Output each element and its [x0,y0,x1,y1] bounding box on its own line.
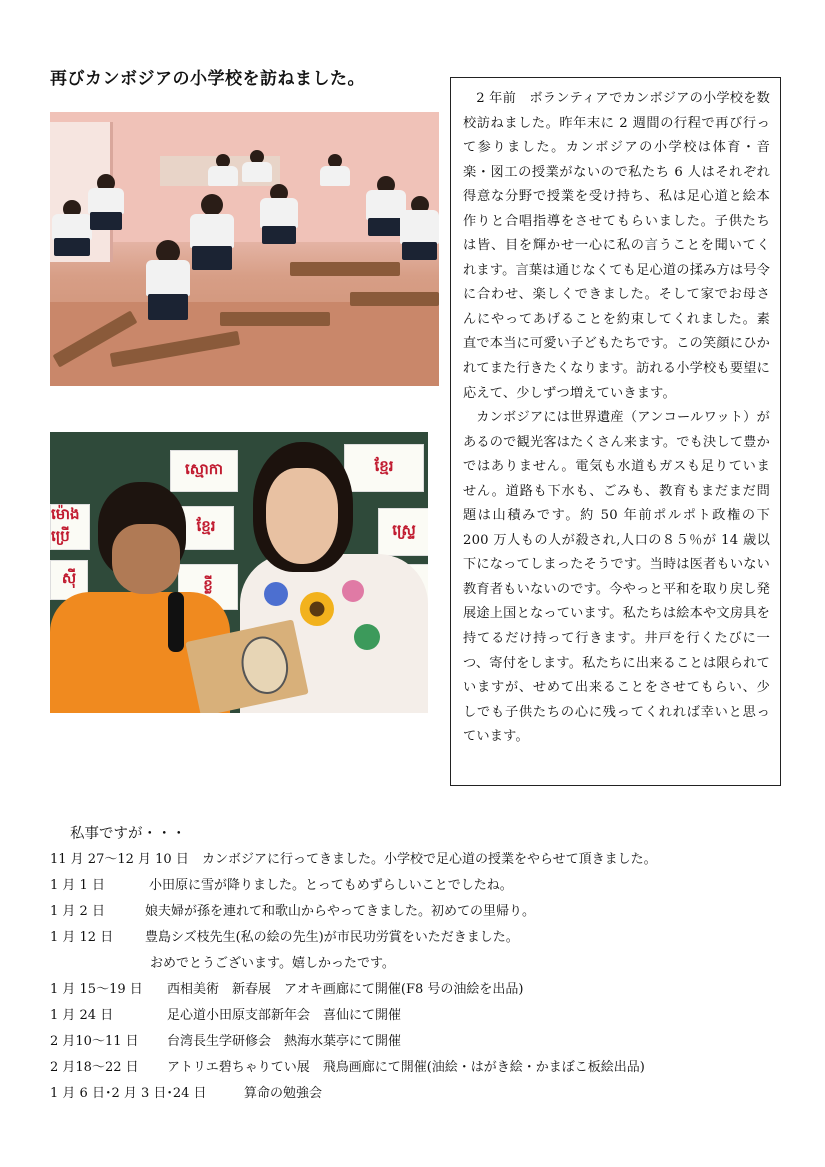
flower-icon [264,582,288,606]
entry-date: 1 月 2 日 [50,904,105,919]
entry-text: アトリエ碧ちゃりてい展 飛鳥画廊にて開催(油絵・はがき絵・かまぼこ板絵出品) [167,1060,645,1075]
photo-student [190,194,234,272]
article-box [450,77,781,786]
article-paragraph: 2 年前 ボランティアでカンボジアの小学校を数校訪ねました。昨年末に 2 週間の行程で再び行って参りました。カンボジアの小学校は体育・音楽・図工の授業がないので私たち 6 人はそれぞれ得意な分野で授業を受け持ち、私は足心道と絵本作りと合唱指導をさせてもらいました。子供たちは皆、目を輝かせ一心に私の言うことを聞いてくれます。言葉は通じなくても足心道の揉み方は号令に合わせ、楽しくできました。そして家でお母さんにやってあげることを約束してくれました。素直で本当に可愛い子どもたちです。この笑顔にひかれてまた行きたくなります。訪れる小学校も要望に応えて、少しずつ増えていきます。 [463,91,770,401]
flower-icon [354,624,380,650]
khmer-card: ស្មោកា [170,450,238,492]
entry-date: 1 月 1 日 [50,878,105,893]
entry-text: 西相美術 新春展 アオキ画廊にて開催(F8 号の油絵を出品) [167,982,524,997]
entry-text: カンボジアに行ってきました。小学校で足心道の授業をやらせて頂きました。 [202,852,657,867]
entry-text: 台湾長生学研修会 熱海水葉亭にて開催 [167,1034,402,1049]
photo-boy-face [112,524,180,594]
schedule-entry [50,1032,790,1058]
photo-student [260,184,298,254]
khmer-card: ខ្លី [178,564,238,610]
page-title: 再びカンボジアの小学校を訪ねました。 [50,69,365,89]
private-heading: 私事ですが・・・ [70,826,186,842]
entry-date: 1 月 6 日･2 月 3 日･24 日 [50,1086,207,1101]
khmer-card: ម៉ោងប្រើ [50,504,90,550]
article-paragraph: カンボジアには世界遺産（アンコールワット）があるので観光客はたくさん来ます。でも決して豊かではありません。電気も水道もガスも足りていません。道路も下水も、ごみも、教育もまだまだ問題は山積みです。約 50 年前ポルポト政権の下 200 万人もの人が殺され,人口の８５％が 14 歳以下になってしまったそうです。当時は医者もいない教育者もいないのです。今やっと平和を取り戻し発展途上国となっています。私たちは絵本や文房具を持てるだけ持って行きます。井戸を行くたびに一つ、寄付をします。私たちに出来ることは限られていますが、せめて出来ることをさせてもらい、少しでも子供たちの心に残ってくれれば幸いと思っています。 [463,410,770,745]
khmer-card: ខ្មែរ [344,444,424,492]
microphone-icon [168,592,184,652]
schedule-list [50,850,790,1110]
entry-text: 娘夫婦が孫を連れて和歌山からやってきました。初めての里帰り。 [145,904,536,919]
entry-text: 豊島シズ枝先生(私の絵の先生)が市民功労賞をいただきました。 [145,930,519,945]
schedule-entry [50,980,790,1006]
schedule-entry [50,1006,790,1032]
entry-text: 足心道小田原支部新年会 喜仙にて開催 [167,1008,402,1023]
schedule-entry [50,850,790,876]
photo-woman-face [266,468,338,564]
entry-date: 1 月 24 日 [50,1008,114,1023]
photo-student [52,200,92,260]
photo-desk [350,292,439,306]
photo-student [242,150,272,196]
photo-desk [290,262,400,276]
teacher-photo [50,432,428,713]
flower-icon [342,580,364,602]
entry-text: 算命の勉強会 [244,1086,323,1101]
entry-date: 2 月10～11 日 [50,1034,139,1049]
khmer-card: ស៊ី [50,560,88,600]
entry-date: 1 月 15～19 日 [50,982,143,997]
classroom-photo [50,112,439,386]
schedule-entry [50,954,790,980]
schedule-entry [50,1058,790,1084]
photo-student [400,196,439,276]
entry-date: 2 月18～22 日 [50,1060,139,1075]
entry-date: 11 月 27～12 月 10 日 [50,852,189,867]
entry-date: 1 月 12 日 [50,930,114,945]
khmer-card: ខ្មែរ [178,506,234,550]
photo-student [208,154,238,200]
schedule-entry [50,902,790,928]
schedule-entry [50,1084,790,1110]
photo-student [146,240,190,322]
photo-desk [220,312,330,326]
photo-student [320,154,350,200]
schedule-entry [50,928,790,954]
entry-text: おめでとうございます。嬉しかったです。 [150,956,395,971]
khmer-card: ស្ទ្រេ [378,508,428,556]
photo-student [88,174,124,232]
sunflower-icon [300,592,334,626]
schedule-entry [50,876,790,902]
entry-text: 小田原に雪が降りました。とってもめずらしいことでしたね。 [149,878,513,893]
